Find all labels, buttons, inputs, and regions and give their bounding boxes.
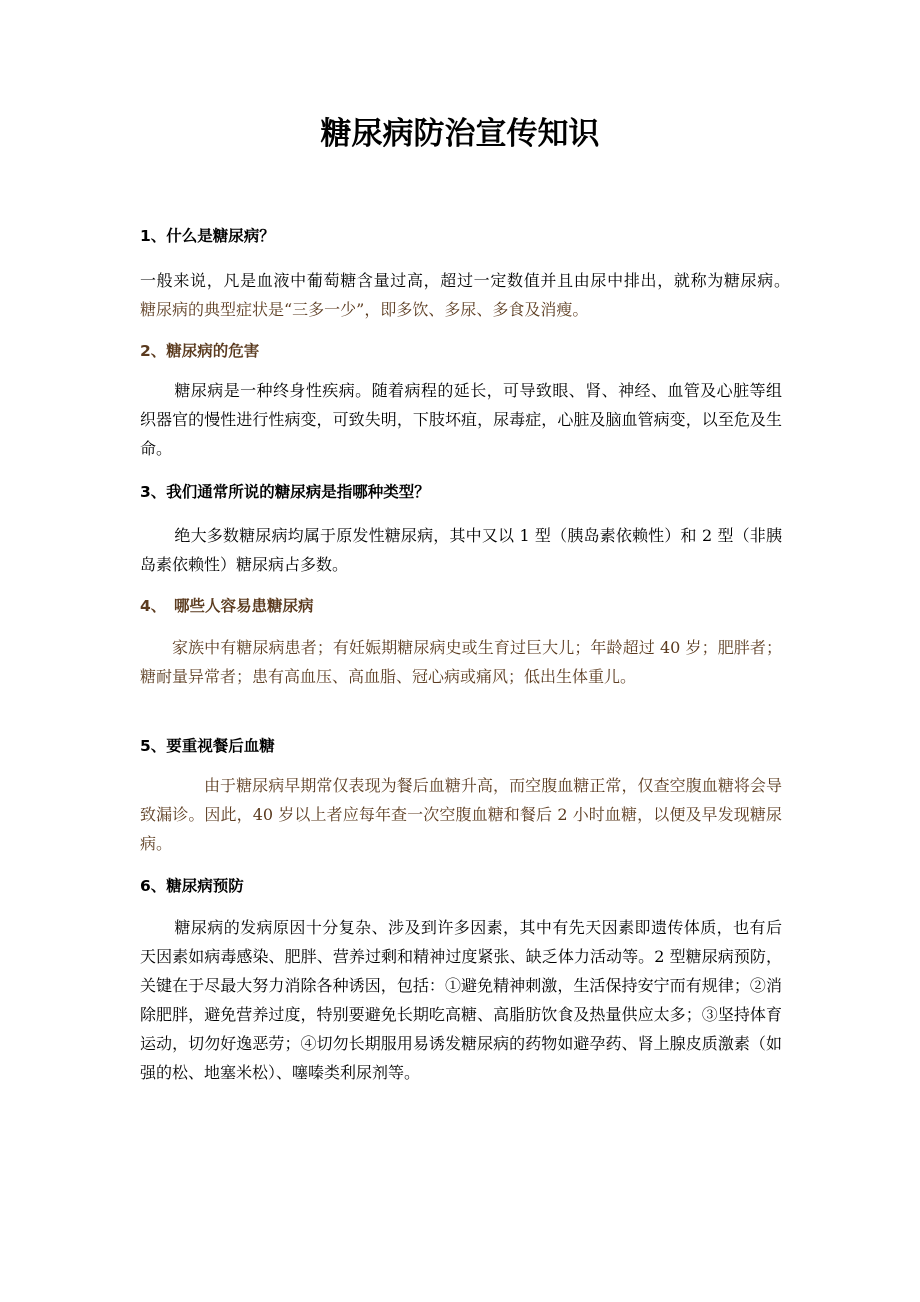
- paragraph-gap: [782, 271, 814, 290]
- section-paragraph: 糖尿病是一种终身性疾病。随着病程的延长，可导致眼、肾、神经、血管及心脏等组织器官的慢性进行性病变，可致失明，下肢坏疽，尿毒症，心脏及脑血管病变，以至危及生命。: [140, 381, 782, 458]
- section-1-body: [140, 266, 782, 324]
- section-1: [140, 225, 782, 247]
- section-5: [140, 735, 782, 757]
- section-paragraph: 绝大多数糖尿病均属于原发性糖尿病，其中又以 1 型（胰岛素依赖性）和 2 型（非胰岛素依赖性）糖尿病占多数。: [140, 526, 782, 574]
- section-5-body: [140, 771, 782, 858]
- section-4-body: [140, 633, 782, 691]
- section-3: [140, 481, 782, 503]
- paragraph-text: 一般来说，凡是血液中葡萄糖含量过高，超过一定数值并且由尿中排出，就称为糖尿病。: [140, 271, 782, 290]
- section-heading: 6、糖尿病预防: [140, 877, 244, 895]
- section-paragraph: 由于糖尿病早期常仅表现为餐后血糖升高，而空腹血糖正常，仅查空腹血糖将会导致漏诊。因此，40 岁以上者应每年查一次空腹血糖和餐后 2 小时血糖，以便及早发现糖尿病。: [140, 776, 782, 853]
- section-paragraph: 家族中有糖尿病患者；有妊娠期糖尿病史或生育过巨大儿；年龄超过 40 岁；肥胖者；糖耐量异常者；患有高血压、高血脂、冠心病或痛风；低出生体重儿。: [140, 638, 782, 686]
- section-heading: 4、 哪些人容易患糖尿病: [140, 597, 314, 615]
- section-paragraph: [140, 266, 782, 324]
- section-3-body: [140, 521, 782, 579]
- document-title: 糖尿病防治宣传知识: [320, 116, 600, 152]
- section-paragraph: 糖尿病的发病原因十分复杂、涉及到许多因素，其中有先天因素即遗传体质，也有后天因素如病毒感染、肥胖、营养过剩和精神过度紧张、缺乏体力活动等。2 型糖尿病预防，关键在于尽最大努力消除各种诱因，包括：①避免精神刺激，生活保持安宁而有规律；②消除肥胖，避免营养过度，特别要避免长期吃高糖、高脂肪饮食及热量供应太多；③坚持体育运动，切勿好逸恶劳；④切勿长期服用易诱发糖尿病的药物如避孕药、肾上腺皮质激素（如强的松、地塞米松）、噻嗪类利尿剂等。: [140, 918, 782, 1082]
- section-heading: 5、要重视餐后血糖: [140, 737, 275, 755]
- section-heading: 2、糖尿病的危害: [140, 342, 260, 360]
- section-2: [140, 340, 782, 362]
- section-2-body: [140, 376, 782, 463]
- section-heading: 1、什么是糖尿病？: [140, 227, 275, 245]
- section-4: [140, 595, 782, 617]
- section-6: [140, 875, 782, 897]
- paragraph-text-highlight: 糖尿病的典型症状是“三多一少”，即多饮、多尿、多食及消瘦。: [140, 300, 589, 319]
- section-heading: 3、我们通常所说的糖尿病是指哪种类型？: [140, 483, 430, 501]
- section-6-body: [140, 913, 782, 1087]
